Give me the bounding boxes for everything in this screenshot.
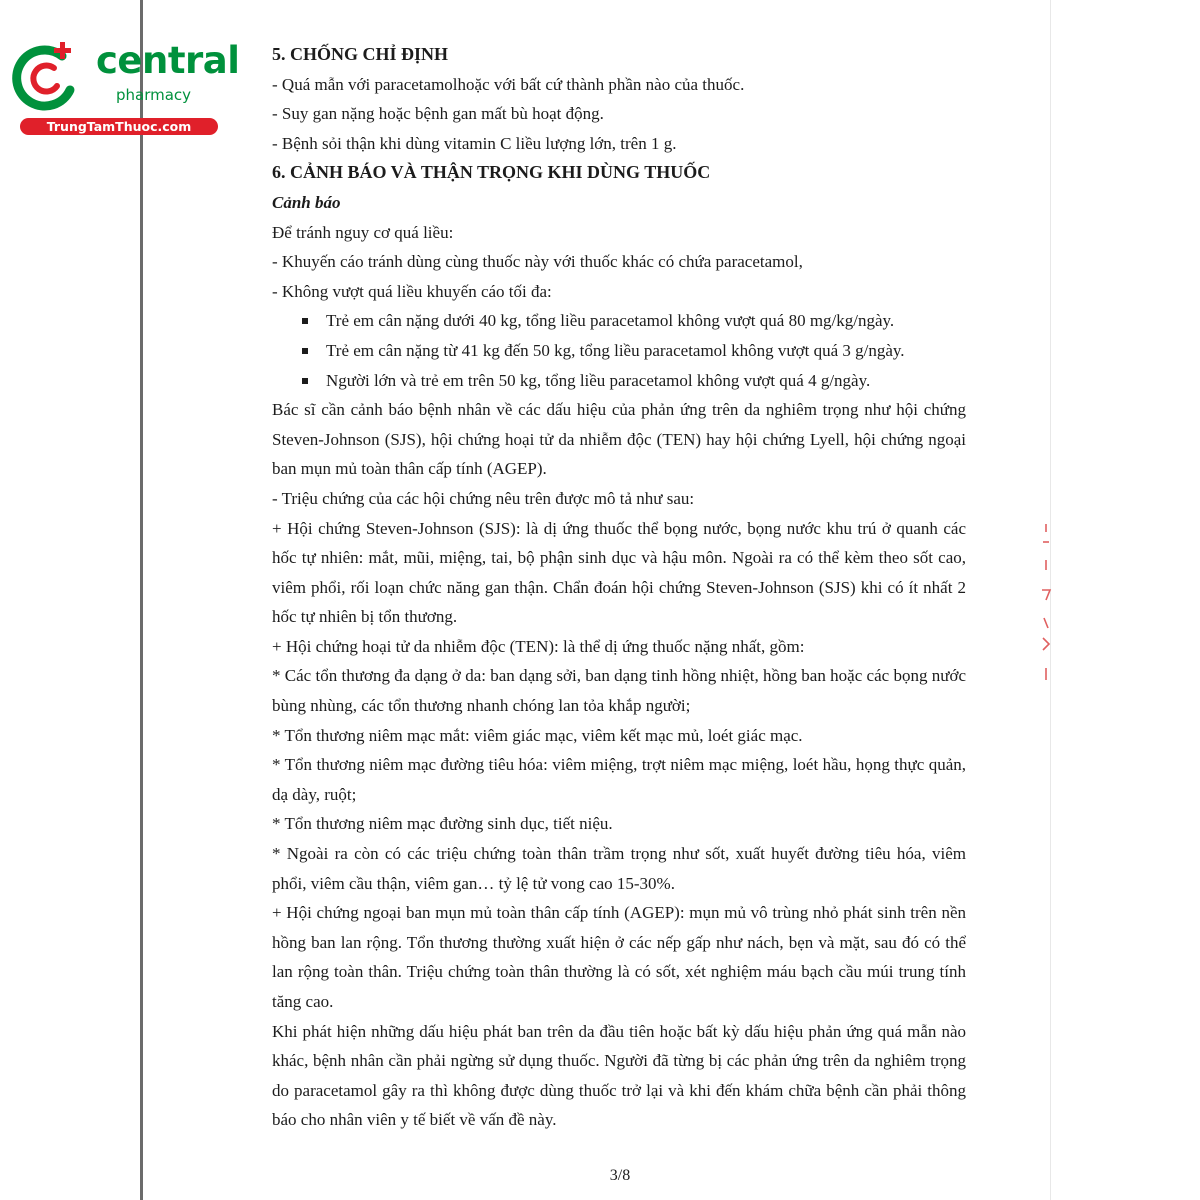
dose-limit-item: Người lớn và trẻ em trên 50 kg, tổng liều paracetamol không vượt quá 4 g/ngày. [302, 366, 966, 396]
agep-description: + Hội chứng ngoại ban mụn mủ toàn thân cấp tính (AGEP): mụn mủ vô trùng nhỏ phát sinh trên nền hồng ban lan rộng. Tổn thương thường xuất hiện ở các nếp gấp như nách, bẹn và mặt, sau đó có thể lan rộng toàn thân. Triệu chứng toàn thân thường là có sốt, xét nghiệm máu bạch cầu múi trung tính tăng cao. [272, 903, 966, 1011]
margin-stamp-marks [1038, 520, 1054, 690]
contraindication-item: - Bệnh sỏi thận khi dùng vitamin C liều lượng lớn, trên 1 g. [272, 133, 677, 153]
logo-subtitle: pharmacy [116, 86, 192, 104]
warning-subheading: Cảnh báo [272, 192, 341, 212]
recommendation-1: - Khuyến cáo tránh dùng cùng thuốc này với thuốc khác có chứa paracetamol, [272, 252, 803, 272]
ten-description: + Hội chứng hoại tử da nhiễm độc (TEN): là thể dị ứng thuốc nặng nhất, gồm: [272, 636, 805, 656]
ten-item: * Tổn thương niêm mạc đường sinh dục, tiết niệu. [272, 814, 613, 834]
section-6-heading: 6. CẢNH BÁO VÀ THẬN TRỌNG KHI DÙNG THUỐC [272, 162, 711, 183]
dose-limit-item: Trẻ em cân nặng từ 41 kg đến 50 kg, tổng liều paracetamol không vượt quá 3 g/ngày. [302, 336, 966, 366]
brand-logo [10, 38, 240, 138]
overdose-intro: Để tránh nguy cơ quá liều: [272, 222, 454, 242]
page-number: 3/8 [609, 1167, 631, 1184]
symptoms-intro: - Triệu chứng của các hội chứng nêu trên được mô tả như sau: [272, 488, 695, 508]
ten-item: * Tổn thương niêm mạc mắt: viêm giác mạc, viêm kết mạc mủ, loét giác mạc. [272, 725, 803, 745]
page-left-edge [140, 0, 143, 1200]
ten-item: * Các tổn thương đa dạng ở da: ban dạng sởi, ban dạng tinh hồng nhiệt, hồng ban hoặc các bọng nước bùng nhùng, các tổn thương nhanh chóng lan tỏa khắp người; [272, 666, 966, 716]
logo-brand-text: central [96, 39, 240, 82]
logo-website-link[interactable]: TrungTamThuoc.com [20, 118, 218, 135]
section-5-heading: 5. CHỐNG CHỈ ĐỊNH [272, 44, 449, 64]
contraindication-item: - Quá mẫn với paracetamolhoặc với bất cứ thành phần nào của thuốc. [272, 74, 745, 94]
recommendation-2: - Không vượt quá liều khuyến cáo tối đa: [272, 281, 552, 301]
skin-reaction-warning: Bác sĩ cần cảnh báo bệnh nhân về các dấu hiệu của phản ứng trên da nghiêm trọng như hội chứng Steven-Johnson (SJS), hội chứng hoại tử da nhiễm độc (TEN) hay hội chứng Lyell, hội chứng ngoại ban mụn mủ toàn thân cấp tính (AGEP). [272, 400, 966, 479]
central-pharmacy-logo-icon [10, 38, 90, 118]
dose-limit-item: Trẻ em cân nặng dưới 40 kg, tổng liều paracetamol không vượt quá 80 mg/kg/ngày. [302, 306, 966, 336]
contraindication-item: - Suy gan nặng hoặc bệnh gan mất bù hoạt động. [272, 104, 604, 124]
ten-item: * Ngoài ra còn có các triệu chứng toàn thân trầm trọng như sốt, xuất huyết đường tiêu hóa, viêm phổi, viêm cầu thận, viêm gan… tỷ lệ tử vong cao 15-30%. [272, 844, 966, 893]
document-body [272, 40, 966, 1135]
sjs-description: + Hội chứng Steven-Johnson (SJS): là dị ứng thuốc thể bọng nước, bọng nước khu trú ở quanh các hốc tự nhiên: mắt, mũi, miệng, tai, bộ phận sinh dục và hậu môn. Ngoài ra có thể kèm theo sốt cao, viêm phổi, rối loạn chức năng gan thận. Chẩn đoán hội chứng Steven-Johnson (SJS) khi có ít nhất 2 hốc tự nhiên bị tổn thương. [272, 518, 966, 627]
final-warning: Khi phát hiện những dấu hiệu phát ban trên da đầu tiên hoặc bất kỳ dấu hiệu phản ứng quá mẫn nào khác, bệnh nhân cần phải ngừng sử dụng thuốc. Người đã từng bị các phản ứng trên da nghiêm trọng do paracetamol gây ra thì không được dùng thuốc trở lại và khi đến khám chữa bệnh cần phải thông báo cho nhân viên y tế biết về vấn đề này. [272, 1021, 966, 1130]
ten-item: * Tổn thương niêm mạc đường tiêu hóa: viêm miệng, trợt niêm mạc miệng, loét hầu, họng thực quản, dạ dày, ruột; [272, 755, 966, 804]
dose-limit-list [272, 306, 966, 395]
